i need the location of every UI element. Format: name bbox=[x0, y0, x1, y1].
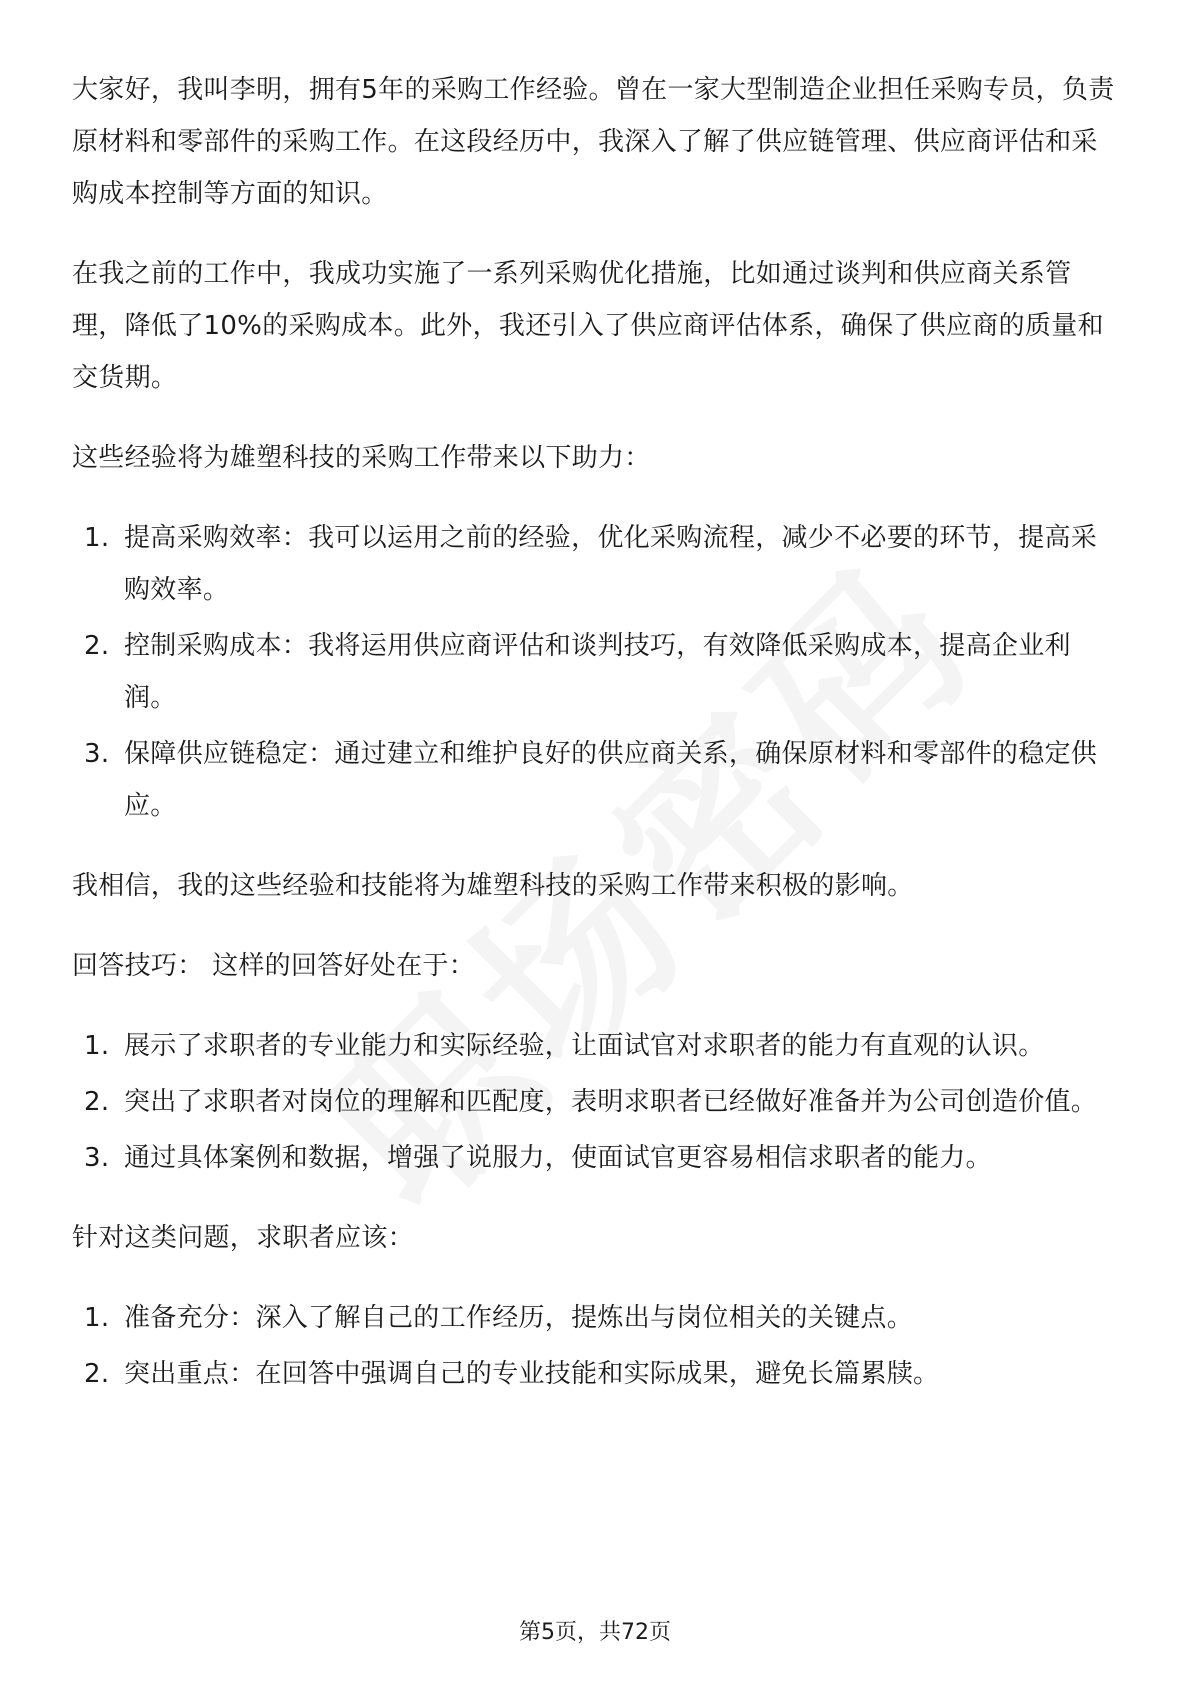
list-item bbox=[72, 1348, 1118, 1400]
paragraph-advice-lead: 针对这类问题，求职者应该： bbox=[72, 1223, 414, 1253]
list-item-number: 2. bbox=[84, 1087, 110, 1117]
list-item-number: 1. bbox=[84, 1303, 110, 1333]
paragraph-achievement: 在我之前的工作中，我成功实施了一系列采购优化措施，比如通过谈判和供应商关系管理，降低了10%的采购成本。此外，我还引入了供应商评估体系，确保了供应商的质量和交货期。 bbox=[72, 259, 1104, 393]
contribution-list bbox=[72, 512, 1118, 832]
list-item-number: 1. bbox=[84, 523, 110, 553]
paragraph-contribution-lead: 这些经验将为雄塑科技的采购工作带来以下助力： bbox=[72, 443, 651, 473]
list-item-text: 通过具体案例和数据，增强了说服力，使面试官更容易相信求职者的能力。 bbox=[124, 1143, 992, 1173]
list-item-text: 准备充分：深入了解自己的工作经历，提炼出与岗位相关的关键点。 bbox=[124, 1303, 914, 1333]
list-item-text: 突出了求职者对岗位的理解和匹配度，表明求职者已经做好准备并为公司创造价值。 bbox=[124, 1087, 1098, 1117]
list-item bbox=[72, 1132, 1118, 1184]
list-item bbox=[72, 1292, 1118, 1344]
advice-list bbox=[72, 1292, 1118, 1400]
list-item-number: 3. bbox=[84, 1143, 110, 1173]
list-item-text: 保障供应链稳定：通过建立和维护良好的供应商关系，确保原材料和零部件的稳定供应。 bbox=[124, 739, 1098, 821]
paragraph-belief: 我相信，我的这些经验和技能将为雄塑科技的采购工作带来积极的影响。 bbox=[72, 871, 914, 901]
list-item-number: 2. bbox=[84, 1359, 110, 1389]
benefits-list bbox=[72, 1020, 1118, 1184]
list-item bbox=[72, 512, 1118, 616]
list-item bbox=[72, 1020, 1118, 1072]
list-item-number: 2. bbox=[84, 631, 110, 661]
list-item bbox=[72, 1076, 1118, 1128]
list-item bbox=[72, 620, 1118, 724]
paragraph-intro: 大家好，我叫李明，拥有5年的采购工作经验。曾在一家大型制造企业担任采购专员，负责原材料和零部件的采购工作。在这段经历中，我深入了解了供应链管理、供应商评估和采购成本控制等方面的知识。 bbox=[72, 75, 1115, 209]
list-item-text: 展示了求职者的专业能力和实际经验，让面试官对求职者的能力有直观的认识。 bbox=[124, 1031, 1045, 1061]
document-body bbox=[72, 64, 1118, 1428]
list-item-text: 突出重点：在回答中强调自己的专业技能和实际成果，避免长篇累牍。 bbox=[124, 1359, 940, 1389]
list-item-number: 3. bbox=[84, 739, 110, 769]
list-item-number: 1. bbox=[84, 1031, 110, 1061]
list-item-text: 控制采购成本：我将运用供应商评估和谈判技巧，有效降低采购成本，提高企业利润。 bbox=[124, 631, 1071, 713]
paragraph-tips-lead: 回答技巧： 这样的回答好处在于： bbox=[72, 951, 476, 981]
list-item-text: 提高采购效率：我可以运用之前的经验，优化采购流程，减少不必要的环节，提高采购效率。 bbox=[124, 523, 1098, 605]
page-footer: 第5页，共72页 bbox=[519, 1620, 671, 1645]
list-item bbox=[72, 728, 1118, 832]
